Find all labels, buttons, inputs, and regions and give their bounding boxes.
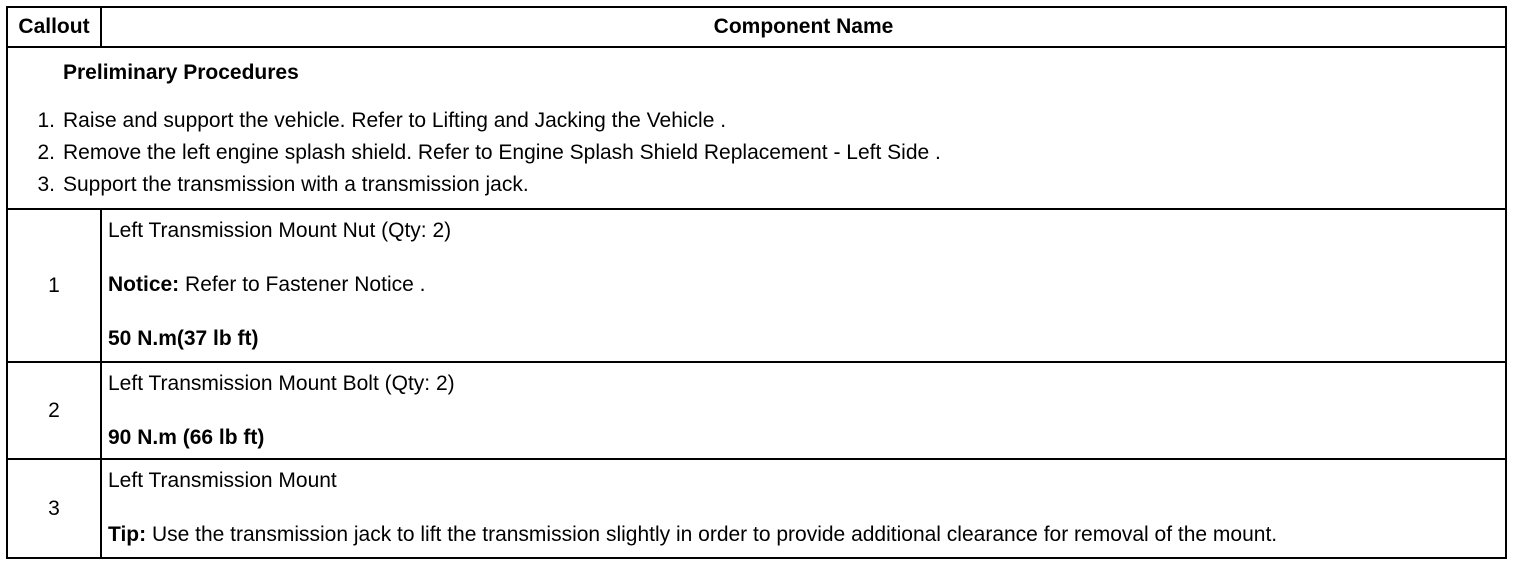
step-number: 1. — [37, 109, 55, 132]
component-cell — [101, 362, 1506, 459]
step-text: Raise and support the vehicle. Refer to Lifting and Jacking the Vehicle . — [63, 109, 727, 132]
component-cell — [101, 209, 1506, 362]
callout-header: Callout — [7, 7, 101, 47]
component-name: Left Transmission Mount Bolt (Qty: 2) — [108, 372, 455, 395]
step-number: 3. — [37, 173, 55, 196]
tip-body: Use the transmission jack to lift the transmission slightly in order to provide additional clearance for removal of the mount. — [146, 523, 1278, 546]
step-text: Remove the left engine splash shield. Refer to Engine Splash Shield Replacement - Left Side . — [63, 141, 941, 164]
step-item — [8, 105, 1505, 137]
preliminary-row — [7, 47, 1506, 209]
header-row — [7, 7, 1506, 47]
torque-spec: 50 N.m(37 lb ft) — [108, 327, 259, 350]
preliminary-steps — [8, 105, 1505, 201]
component-cell — [101, 459, 1506, 558]
procedure-table — [6, 6, 1507, 559]
step-item — [8, 137, 1505, 169]
step-item — [8, 169, 1505, 201]
component-name-header: Component Name — [101, 7, 1506, 47]
component-name: Left Transmission Mount Nut (Qty: 2) — [108, 219, 452, 242]
table-row — [7, 459, 1506, 558]
callout-number: 1 — [7, 209, 101, 362]
table-row — [7, 362, 1506, 459]
step-text: Support the transmission with a transmission jack. — [63, 173, 529, 196]
callout-number: 2 — [7, 362, 101, 459]
tip-label: Tip: — [108, 523, 147, 546]
notice-label: Notice: — [108, 273, 180, 296]
component-name: Left Transmission Mount — [108, 469, 337, 492]
preliminary-cell — [7, 47, 1506, 209]
tip-text — [108, 522, 1505, 548]
callout-number: 3 — [7, 459, 101, 558]
notice-body: Refer to Fastener Notice . — [179, 273, 426, 296]
notice-text — [108, 272, 1505, 298]
step-number: 2. — [37, 141, 55, 164]
torque-spec: 90 N.m (66 lb ft) — [108, 426, 265, 449]
table-row — [7, 209, 1506, 362]
preliminary-title: Preliminary Procedures — [63, 61, 299, 84]
